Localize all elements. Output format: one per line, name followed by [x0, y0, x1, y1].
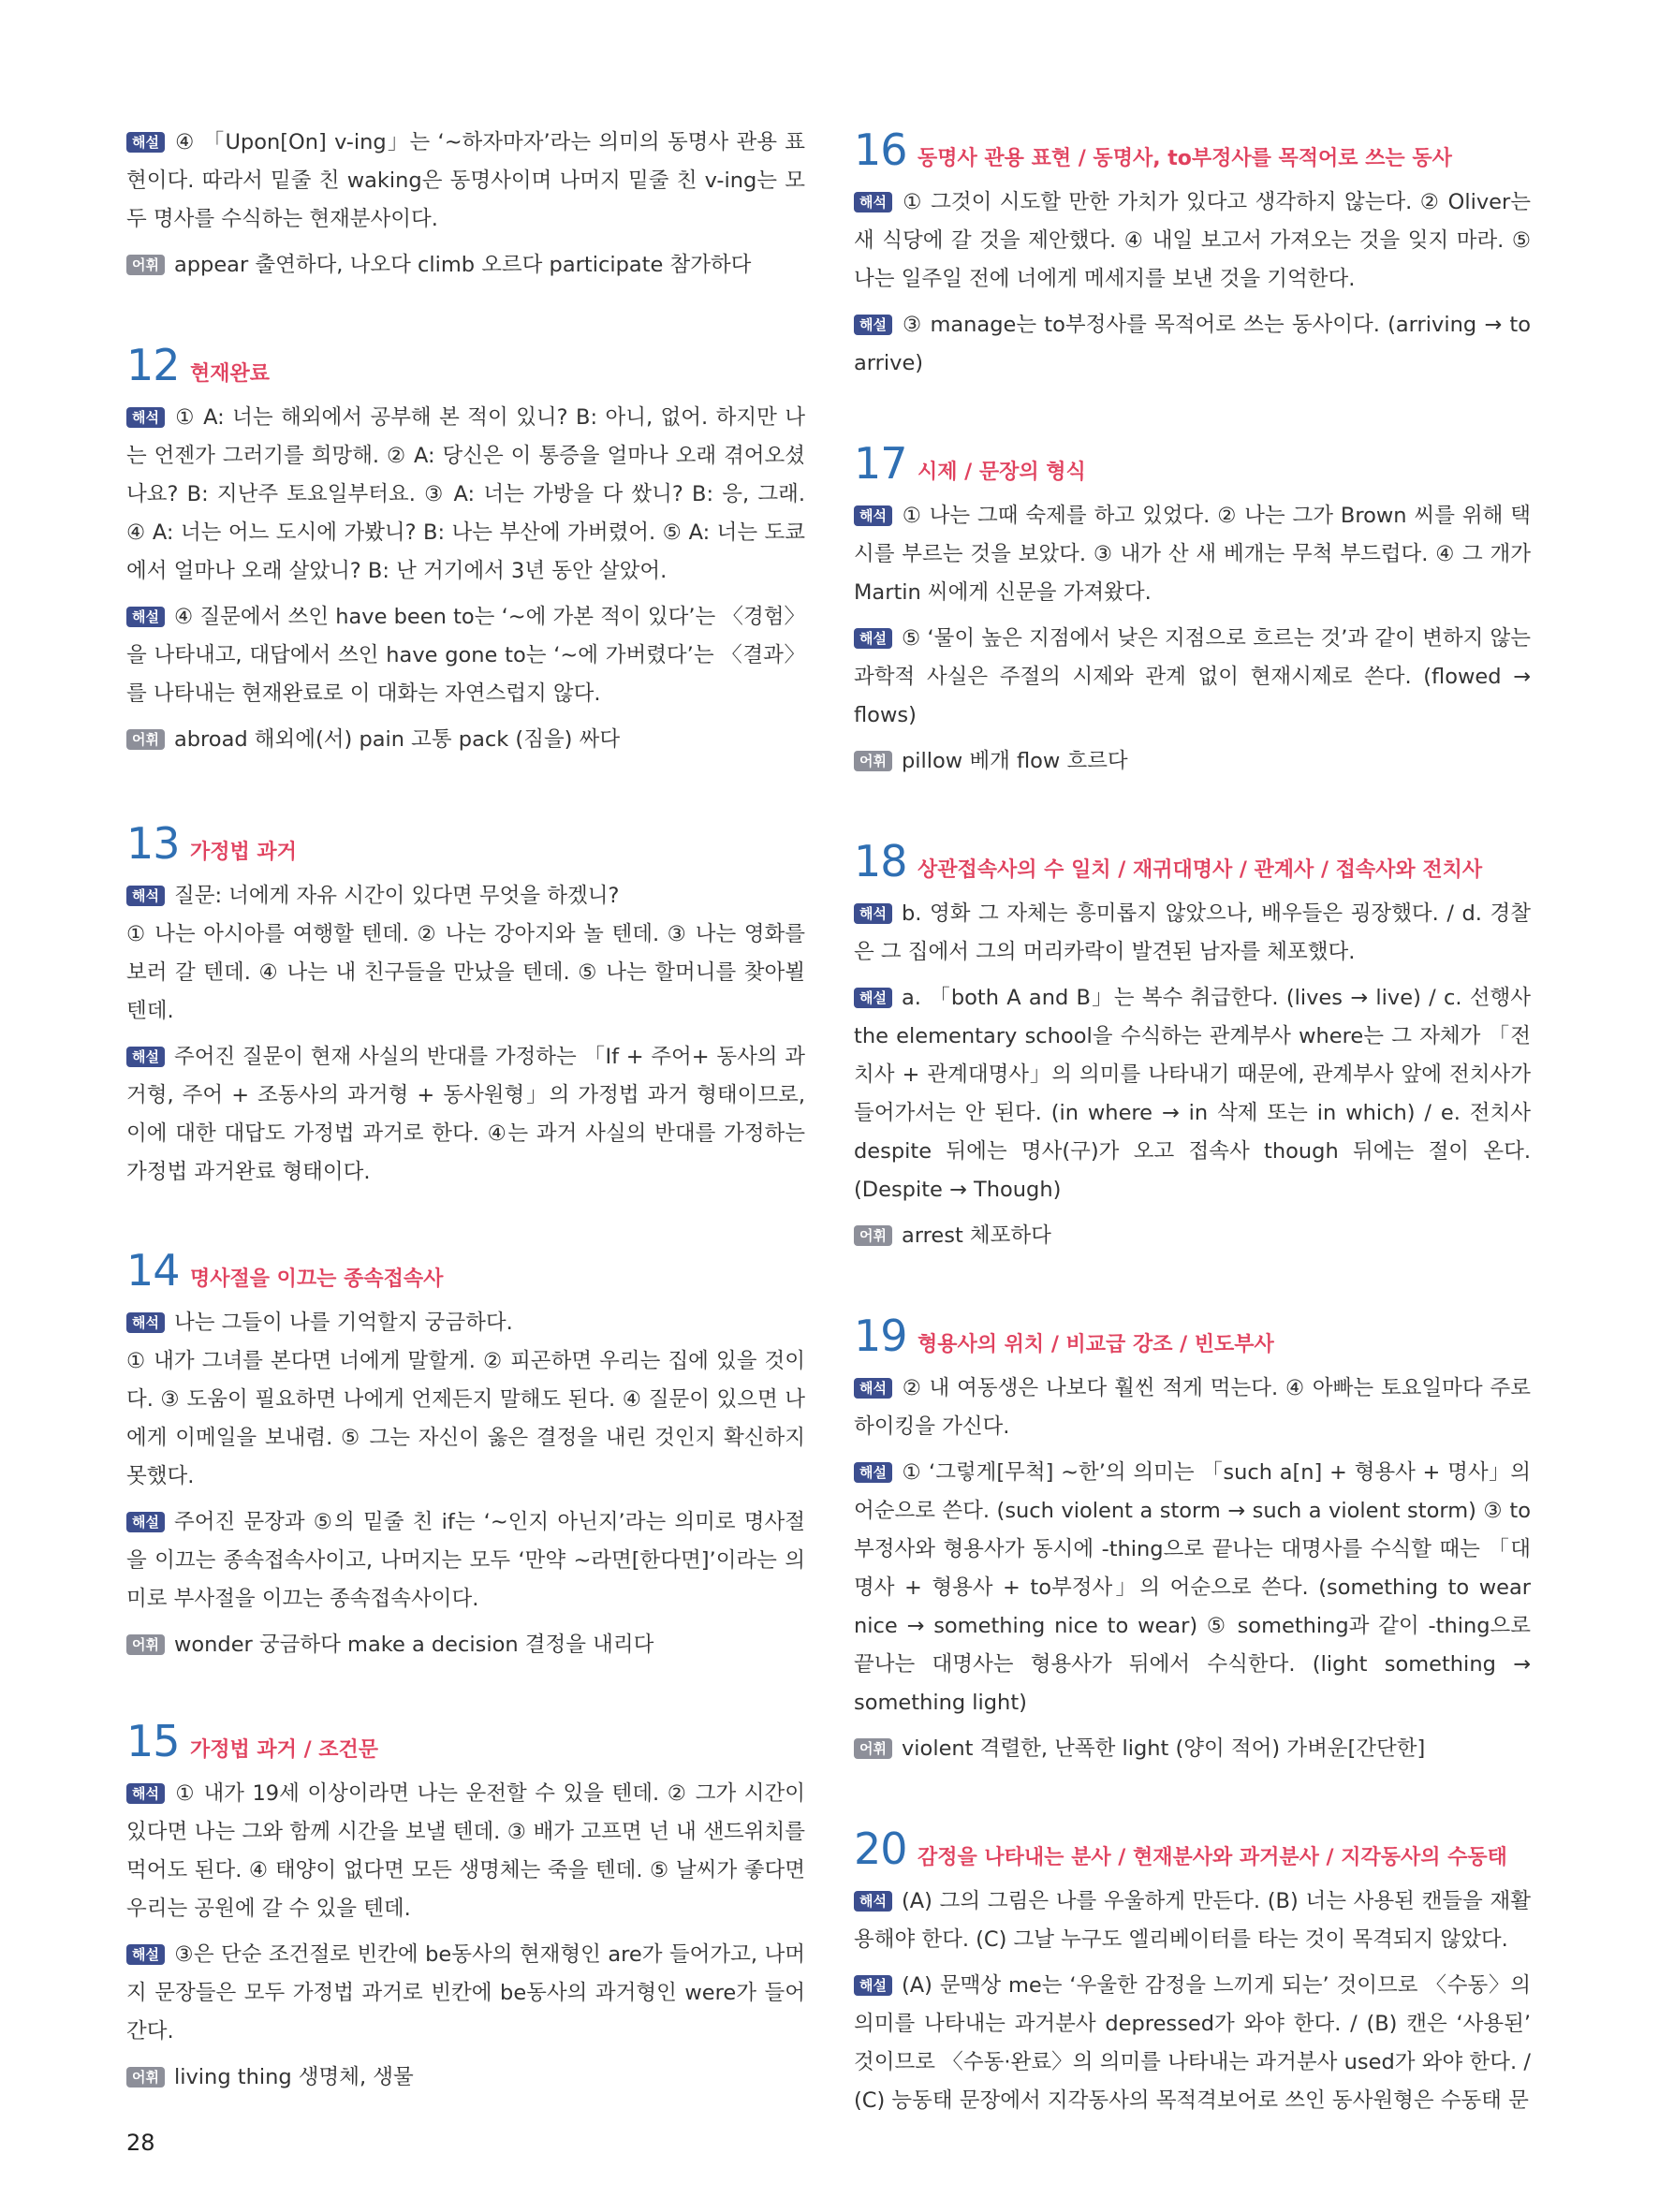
section-header [854, 124, 1531, 176]
section-header [854, 437, 1531, 490]
translation-paragraph: 해석 b. 영화 그 자체는 흥미롭지 않았으나, 배우들은 굉장했다. / d. 경찰은 그 집에서 그의 머리카락이 발견된 남자를 체포했다. [854, 901, 1531, 964]
haeseol-tag: 해설 [854, 628, 892, 649]
question-16 [854, 124, 1531, 383]
eohwi-tag: 어휘 [126, 729, 165, 750]
translation-paragraph: 해석 ① 그것이 시도할 만한 가치가 있다고 생각하지 않는다. ② Oliver는 새 식당에 갈 것을 제안했다. ④ 내일 보고서 가져오는 것을 잊지 마라. ⑤ 나는 일주일 전에 너에게 메세지를 보낸 것을 기억한다. [854, 190, 1531, 291]
question-17 [854, 437, 1531, 781]
section-title: 상관접속사의 수 일치 / 재귀대명사 / 관계사 / 접속사와 전치사 [918, 858, 1483, 882]
vocab-paragraph: 어휘 pillow 베개 flow 흐르다 [854, 742, 1531, 781]
question-number: 15 [126, 1716, 180, 1766]
eohwi-tag: 어휘 [126, 2067, 165, 2087]
question-number: 16 [854, 125, 907, 175]
explain-paragraph: 해설 a. 「both A and B」는 복수 취급한다. (lives → live) / c. 선행사 the elementary school을 수식하는 관계부사 where는 그 자체가 「전치사 + 관계대명사」의 의미를 나타내기 때문에, 관계부사 앞에 전치사가 들어가서는 안 된다. (in where → in 삭제 또는 in which) / e. 전치사 despite 뒤에는 명사(구)가 오고 접속사 though 뒤에는 절이 온다. (Despite → Though) [854, 986, 1531, 1202]
haeseol-tag: 해설 [854, 1975, 892, 1996]
section-header [126, 1244, 805, 1296]
translation-paragraph: 해석 질문: 너에게 자유 시간이 있다면 무엇을 하겠니? [126, 877, 805, 916]
section-header [126, 1715, 805, 1767]
question-13 [126, 817, 805, 1192]
eohwi-tag: 어휘 [854, 1738, 892, 1759]
section-header [854, 1823, 1531, 1875]
vocab-paragraph: 어휘 appear 출연하다, 나오다 climb 오르다 participate 참가하다 [126, 246, 805, 285]
question-number: 19 [854, 1311, 907, 1361]
eohwi-tag: 어휘 [854, 1225, 892, 1246]
explain-paragraph: 해설 (A) 문맥상 me는 ‘우울한 감정을 느끼게 되는’ 것이므로 〈수동〉의 의미를 나타내는 과거분사 depressed가 와야 한다. / (B) 캔은 ‘사용된’ 것이므로 〈수동·완료〉의 의미를 나타내는 과거분사 used가 와야 한다. / (C) 능동태 문장에서 지각동사의 목적격보어로 쓰인 동사원형은 수동태 문 [854, 1973, 1531, 2113]
question-14 [126, 1244, 805, 1664]
haeseol-tag: 해설 [854, 988, 892, 1008]
vocab-paragraph: 어휘 living thing 생명체, 생물 [126, 2058, 805, 2097]
haeseok-tag: 해석 [854, 505, 892, 526]
explain-paragraph: 해설 주어진 질문이 현재 사실의 반대를 가정하는 「If + 주어+ 동사의 과거형, 주어 + 조동사의 과거형 + 동사원형」의 가정법 과거 형태이므로, 이에 대한 대답도 가정법 과거로 한다. ④는 과거 사실의 반대를 가정하는 가정법 과거완료 형태이다. [126, 1045, 805, 1184]
left-column [126, 124, 805, 2162]
section-header [854, 835, 1531, 887]
explain-paragraph: 해설 ③은 단순 조건절로 빈칸에 be동사의 현재형인 are가 들어가고, 나머지 문장들은 모두 가정법 과거로 빈칸에 be동사의 과거형인 were가 들어간다. [126, 1942, 805, 2044]
section-title: 형용사의 위치 / 비교급 강조 / 빈도부사 [918, 1333, 1274, 1356]
vocab-paragraph: 어휘 abroad 해외에(서) pain 고통 pack (짐을) 싸다 [126, 721, 805, 759]
haeseok-tag: 해석 [854, 1891, 892, 1912]
translation-options: ① 내가 그녀를 본다면 너에게 말할게. ② 피곤하면 우리는 집에 있을 것이다. ③ 도움이 필요하면 나에게 언제든지 말해도 된다. ④ 질문이 있으면 나에게 이메일을 보내렴. ⑤ 그는 자신이 옳은 결정을 내린 것인지 확신하지 못했다. [126, 1349, 805, 1488]
question-number: 13 [126, 818, 180, 869]
section-title: 동명사 관용 표현 / 동명사, to부정사를 목적어로 쓰는 동사 [918, 147, 1452, 170]
haeseol-tag: 해설 [126, 1512, 165, 1532]
translation-paragraph: 해석 ② 내 여동생은 나보다 훨씬 적게 먹는다. ④ 아빠는 토요일마다 주로 하이킹을 가신다. [854, 1376, 1531, 1439]
intro-block [126, 124, 805, 285]
section-title: 가정법 과거 / 조건문 [190, 1738, 379, 1762]
explain-paragraph: 해설 ④ 질문에서 쓰인 have been to는 ‘~에 가본 적이 있다’는 〈경험〉을 나타내고, 대답에서 쓰인 have gone to는 ‘~에 가버렸다’는 〈결과〉를 나타내는 현재완료로 이 대화는 자연스럽지 않다. [126, 605, 805, 706]
eohwi-tag: 어휘 [126, 1634, 165, 1655]
translation-paragraph: 해석 ① 나는 그때 숙제를 하고 있었다. ② 나는 그가 Brown 씨를 위해 택시를 부르는 것을 보았다. ③ 내가 산 새 베개는 무척 부드럽다. ④ 그 개가 Martin 씨에게 신문을 가져왔다. [854, 504, 1531, 605]
section-header [854, 1310, 1531, 1362]
translation-paragraph: 해석 ① A: 너는 해외에서 공부해 본 적이 있니? B: 아니, 없어. 하지만 나는 언젠가 그러기를 희망해. ② A: 당신은 이 통증을 얼마나 오래 겪어오셨나요? B: 지난주 토요일부터요. ③ A: 너는 가방을 다 쌌니? B: 응, 그래. ④ A: 너는 어느 도시에 가봤니? B: 나는 부산에 가버렸어. ⑤ A: 너는 도쿄에서 얼마나 오래 살았니? B: 난 거기에서 3년 동안 살았어. [126, 405, 805, 583]
explain-paragraph: 해설 ③ manage는 to부정사를 목적어로 쓰는 동사이다. (arriving → to arrive) [854, 313, 1531, 375]
haeseok-tag: 해석 [126, 886, 165, 906]
section-title: 감정을 나타내는 분사 / 현재분사와 과거분사 / 지각동사의 수동태 [918, 1846, 1507, 1869]
vocab-paragraph: 어휘 arrest 체포하다 [854, 1217, 1531, 1255]
section-header [126, 339, 805, 391]
haeseol-tag: 해설 [126, 1047, 165, 1067]
right-column [854, 124, 1531, 2186]
eohwi-tag: 어휘 [854, 751, 892, 771]
question-20 [854, 1823, 1531, 2120]
haeseok-tag: 해석 [126, 1783, 165, 1804]
translation-options: ① 나는 아시아를 여행할 텐데. ② 나는 강아지와 놀 텐데. ③ 나는 영화를 보러 갈 텐데. ④ 나는 내 친구들을 만났을 텐데. ⑤ 나는 할머니를 찾아뵐 텐데. [126, 922, 805, 1023]
explain-paragraph: 해설 ④ 「Upon[On] v-ing」는 ‘~하자마자’라는 의미의 동명사 관용 표현이다. 따라서 밑줄 친 waking은 동명사이며 나머지 밑줄 친 v-ing는 모두 명사를 수식하는 현재분사이다. [126, 130, 805, 231]
vocab-paragraph: 어휘 wonder 궁금하다 make a decision 결정을 내리다 [126, 1626, 805, 1664]
haeseol-tag: 해설 [126, 132, 165, 153]
haeseok-tag: 해석 [854, 1378, 892, 1399]
question-number: 18 [854, 836, 907, 886]
explain-paragraph: 해설 주어진 문장과 ⑤의 밑줄 친 if는 ‘~인지 아닌지’라는 의미로 명사절을 이끄는 종속접속사이고, 나머지는 모두 ‘만약 ~라면[한다면]’이라는 의미로 부사절을 이끄는 종속접속사이다. [126, 1510, 805, 1611]
section-title: 명사절을 이끄는 종속접속사 [190, 1267, 444, 1291]
question-19 [854, 1310, 1531, 1768]
eohwi-tag: 어휘 [126, 255, 165, 275]
section-title: 시제 / 문장의 형식 [918, 461, 1086, 484]
haeseol-tag: 해설 [126, 607, 165, 627]
question-15 [126, 1715, 805, 2097]
question-number: 17 [854, 438, 907, 489]
haeseol-tag: 해설 [126, 1944, 165, 1965]
question-number: 12 [126, 340, 180, 390]
question-number: 14 [126, 1245, 180, 1296]
haeseol-tag: 해설 [854, 315, 892, 335]
page-number: 28 [126, 2130, 155, 2156]
section-title: 가정법 과거 [190, 841, 297, 864]
question-18 [854, 835, 1531, 1255]
translation-paragraph: 해석 ① 내가 19세 이상이라면 나는 운전할 수 있을 텐데. ② 그가 시간이 있다면 나는 그와 함께 시간을 보낼 텐데. ③ 배가 고프면 넌 내 샌드위치를 먹어도 된다. ④ 태양이 없다면 모든 생명체는 죽을 텐데. ⑤ 날씨가 좋다면 우리는 공원에 갈 수 있을 텐데. [126, 1781, 805, 1921]
haeseok-tag: 해석 [126, 407, 165, 428]
section-header [126, 817, 805, 870]
translation-paragraph: 해석 (A) 그의 그림은 나를 우울하게 만든다. (B) 너는 사용된 캔들을 재활용해야 한다. (C) 그날 누구도 엘리베이터를 타는 것이 목격되지 않았다. [854, 1889, 1531, 1952]
question-12 [126, 339, 805, 759]
translation-paragraph: 해석 나는 그들이 나를 기억할지 궁금하다. [126, 1304, 805, 1342]
question-number: 20 [854, 1824, 907, 1874]
haeseok-tag: 해석 [854, 903, 892, 924]
section-title: 현재완료 [190, 362, 271, 386]
haeseok-tag: 해석 [854, 192, 892, 212]
explain-paragraph: 해설 ⑤ ‘물이 높은 지점에서 낮은 지점으로 흐르는 것’과 같이 변하지 않는 과학적 사실은 주절의 시제와 관계 없이 현재시제로 쓴다. (flowed → flows) [854, 626, 1531, 727]
haeseol-tag: 해설 [854, 1462, 892, 1483]
haeseok-tag: 해석 [126, 1312, 165, 1333]
vocab-paragraph: 어휘 violent 격렬한, 난폭한 light (양이 적어) 가벼운[간단한] [854, 1730, 1531, 1768]
explain-paragraph: 해설 ① ‘그렇게[무척] ~한’의 의미는 「such a[n] + 형용사 + 명사」의 어순으로 쓴다. (such violent a storm → such a violent storm) ③ to부정사와 형용사가 동시에 -thing으로 끝나는 대명사를 수식할 때는 「대명사 + 형용사 + to부정사」의 어순으로 쓴다. (something to wear nice → something nice to wear) ⑤ something과 같이 -thing으로 끝나는 대명사는 형용사가 뒤에서 수식한다. (light something → something light) [854, 1460, 1531, 1715]
